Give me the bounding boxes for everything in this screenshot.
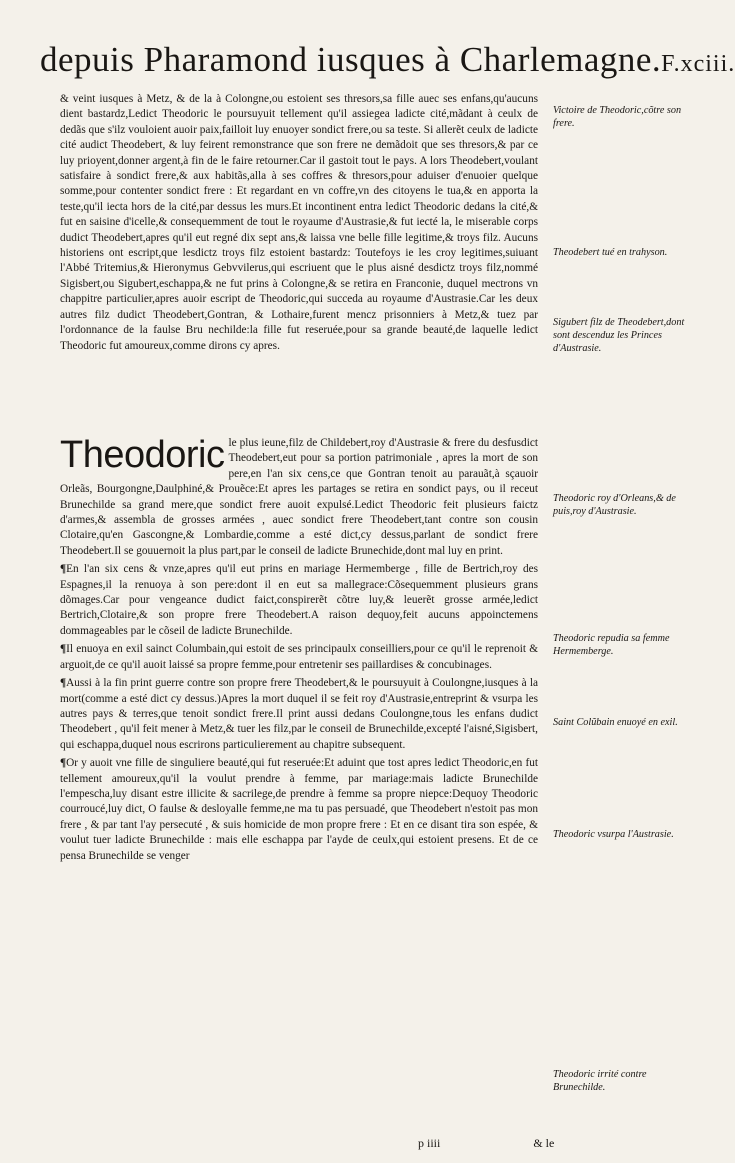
pilcrow-icon: ¶ — [60, 563, 67, 576]
paragraph-hermemberge-text: En l'an six cens & vnze,apres qu'il eut prins en mariage Hermemberge , fille de Bertrich,roy des Espagnes,il la renuoya à son pere:dont il en eut sa mallegrace:Cõsequemment plusieurs grans dõmages.Car pour vengeance dudict faict,conspirerẽt cõtre luy,& leuerẽt grosse armée,ledict Bertrich,Clotaire,& son propre frere Theodebert.A raison dequoy,feit aucuns appoinctemens dommageables par le cõseil de ladicte Brunechilde. — [60, 563, 538, 637]
paragraph-fille — [60, 756, 538, 864]
paragraph-guerre-text: Aussi à la fin print guerre contre son propre frere Theodebert,& le poursuyuit à Coulongne,iusques à la mort(comme a esté dict cy dessus.)Apres la mort duquel il se feit roy d'Austrasie,entreprint & vsurpa les autres pays & terres,que tenoit sondict frere.Il print aussi dedans Coulongne,tous les enfans dudict Theodebert , qu'il feit mener à Metz,& tuer les filz,par le conseil de Brunechilde,excepté l'aisné,Sigisbert, qui eschappa,duquel nous escrirons particulierement au chapitre subsequent. — [60, 677, 538, 751]
paragraph-theodoric-intro-text: le plus ieune,filz de Childebert,roy d'Austrasie & frere du desfusdict Theodebert,eut pour sa portion patrimoniale , apres la mort de son pere,en l'an six cens,ce que Gontran tenoit au parauãt,à sçauoir Orleãs, Bourgongne,Daulphiné,& Prouẽce:Et apres les partages se retira en sondict pays, ou il receut Brunechilde sa grand mere,que sondict frere auoit expulsé.Ledict Theodoric feit plusieurs faictz d'armes,& assembla de grosses armées , auec sondict frere Theodebert,tant contre son cousin Clotaire,qu'en Gascongne,& Lombardie,comme a esté dict,cy dessus,parlant de sondict frere Theodebert.Il se gouuernoit la plus part,par le conseil de ladicte Brunechide,dont mal luy en print. — [60, 437, 538, 557]
page-footer — [418, 1136, 618, 1151]
paragraph-theodoric-intro — [60, 436, 538, 559]
margin-notes — [553, 0, 693, 1163]
pilcrow-icon: ¶ — [60, 643, 67, 656]
paragraph-columbain — [60, 642, 538, 673]
paragraph-hermemberge — [60, 562, 538, 639]
margin-note: Theodoric roy d'Orleans,& de puis,roy d'Austrasie. — [553, 493, 676, 517]
margin-note: Saint Colũbain enuoyé en exil. — [553, 717, 678, 728]
margin-note: Victoire de Theodoric,cõtre son frere. — [553, 105, 682, 129]
pilcrow-icon: ¶ — [60, 757, 67, 770]
text-block-theodoric — [60, 436, 538, 867]
margin-note: Sigubert filz de Theodebert,dont sont descenduz les Princes d'Austrasie. — [553, 317, 685, 354]
margin-note: Theodoric vsurpa l'Austrasie. — [553, 829, 674, 840]
text-block-top — [60, 92, 538, 357]
pilcrow-icon: ¶ — [60, 677, 67, 690]
dropcap-heading: Theodoric — [60, 434, 225, 476]
paragraph-fille-text: Or y auoit vne fille de singuliere beauté,qui fut reseruée:Et aduint que tost apres ledict Theodoric,en fut tellement amoureux,qu'il la voulut prendre à femme, par mariage:mais ladicte Brunechilde l'empescha,luy disant estre illicite & sacrilege,de prendre à femme sa propre niepce:Dequoy Theodoric courroucé,luy dict, O faulse & desloyalle femme,ne ma tu pas persuadé, que Theodebert n'estoit pas mon frere , & par tant l'ay persecuté , & suis homicide de mon propre frere : Et en ce disant tira son espée, & voulut tuer ladicte Brunechilde : mais elle eschappa par l'ayde de ceulx,qui estoient presens. Et de ce pensa Brunechilde se venger — [60, 757, 538, 862]
paragraph-columbain-text: Il enuoya en exil sainct Columbain,qui estoit de ses principaulx conseilliers,pour ce qu'il le reprenoit & arguoit,de ce qu'il auoit laissé sa propre femme,pour entretenir ses paillardises & concubinages. — [60, 643, 538, 671]
margin-note: Theodebert tué en trahyson. — [553, 247, 668, 258]
signature-mark: p iiii — [418, 1136, 441, 1150]
catchword: & le — [533, 1136, 555, 1150]
margin-note: Theodoric irrité contre Brunechilde. — [553, 1069, 647, 1093]
margin-note: Theodoric repudia sa femme Hermemberge. — [553, 633, 670, 657]
running-title: depuis Pharamond iusques à Charlemagne. — [40, 40, 662, 79]
paragraph-guerre — [60, 676, 538, 753]
folio-number: F.xciii. — [661, 51, 735, 77]
paragraph-opening: & veint iusques à Metz, & de la à Colongne,ou estoient ses thresors,sa fille auec ses enfans,qu'aucuns dient bastardz,Ledict Theodoric le poursuyuit tellement qu'il assiegea ladicte cité,mãdant à ceulx de dedãs que s'ilz vouloient auoir paix,failloit luy enuoyer sondict frere,ou sa teste. Si allerẽt ceulx de ladicte cité audict Theodebert, & luy feirent remonstrance que son frere ne demãdoit que ses thresors,& par ce luy prioyent,donner argent,à fin de le faire retourner.Car il gastoit tout le pays. A lors Theodebert,voulant satisfaire à sondict frere,& aux habitãs,alla à ses coffres & thresors,pour aduiser d'enuoier quelque somme,pour contenter sondict frere : Et regardant en vn coffre,vn des citoyens le tua,& en apporta la teste,qu'il iecta hors de la cité,par dessus les murs.Et incontinent entra ledict Theodoric dedans la cité,& fut en saisine d'icelle,& consequemment de tout le royaume d'Austrasie,& fut iecté la, le miserable corps dudict Theodebert,apres qu'il eut regné dix sept ans,& laissa vne belle fille legitime,& troys filz. Aucuns historiens ont escript,que lesdictz troys filz estoient bastardz: Toutefoys ie les croy legitimes,suiuant l'Abbé Tritemius,& Hieronymus Gebvvilerus,qui escriuent que le plus aisné desdictz troys filz,nommé Sigisbert,ou Sigubert,eschappa,& ne fut prins à Colongne,& se retira en Franconie, duquel mectrons vn chappitre particulier,apres auoir escript de Theodoric,qui succeda au royaume d'Austrasie.Car les deux autres filz dudict Theodebert,Gontran, & Lothaire,furent mencz prisonniers à Metz,& tuez par l'ordonnance de la faulse Bru nechilde:la fille fut reseruée,pour sa grande beauté,de laquelle ledict Theodoric fut amoureux,comme dirons cy apres. — [60, 93, 538, 352]
